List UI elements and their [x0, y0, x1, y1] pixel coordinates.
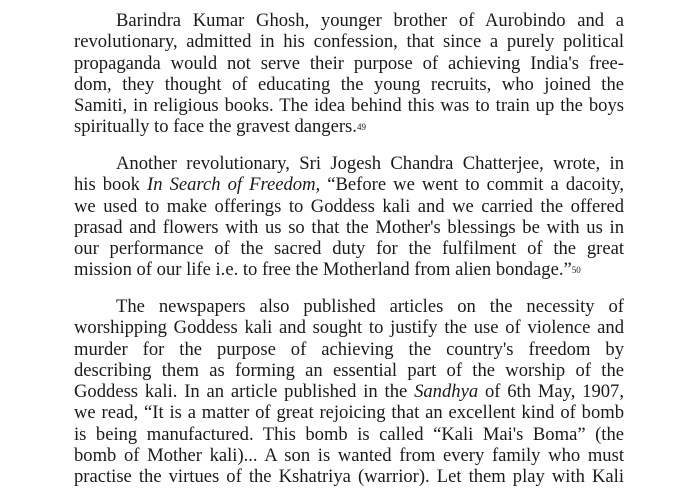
text-line	[74, 381, 624, 402]
text-line: Samiti, in religious books. The idea behind this was to train up the boys	[74, 95, 624, 117]
text-line: The newspapers also published articles on the necessity of	[116, 296, 624, 317]
text-line: is being manufactured. This bomb is called “Kali Mai's Boma” (the	[74, 423, 624, 445]
text-line: propaganda would not serve their purpose of achieving India's free-	[74, 52, 624, 74]
text-fragment: spiritually to face the gravest dangers.	[74, 116, 357, 138]
text-line: we used to make offerings to Goddess kali and we carried the offered	[74, 195, 624, 217]
text-line: our performance of the sacred duty for the fulfilment of the great	[74, 238, 624, 260]
text-fragment: Goddess kali. In an article published in the	[74, 381, 415, 403]
text-line: practise the virtues of the Kshatriya (warrior). Let them play with Kali	[74, 466, 624, 488]
footnote-marker: 50	[571, 265, 581, 276]
book-title: In Search of Freedom,	[147, 174, 321, 196]
paragraph-jogesh	[74, 153, 624, 281]
text-line: murder for the purpose of achieving the country's freedom by	[74, 338, 624, 360]
paragraph-barindra	[74, 10, 624, 138]
text-line: Barindra Kumar Ghosh, younger brother of Aurobindo and a	[116, 10, 624, 31]
text-line: describing them as forming an essential part of the worship of the	[74, 359, 624, 381]
text-line: Another revolutionary, Sri Jogesh Chandra Chatterjee, wrote, in	[116, 153, 624, 174]
text-line	[74, 116, 624, 137]
text-fragment: mission of our life i.e. to free the Motherland from alien bondage.”	[74, 259, 572, 281]
text-fragment: his book	[74, 174, 148, 196]
text-line: prasad and flowers with us so that the Mother's blessings be with us in	[74, 216, 624, 238]
text-line: bomb of Mother kali)... A son is wanted from every family who must	[74, 445, 624, 467]
text-line: revolutionary, admitted in his confession, that since a purely political	[74, 31, 624, 53]
text-line	[74, 174, 624, 195]
text-line: worshipping Goddess kali and sought to justify the use of violence and	[74, 317, 624, 339]
footnote-marker: 49	[356, 122, 366, 133]
text-line: we read, “It is a matter of great rejoicing that an excellent kind of bomb	[74, 402, 624, 424]
text-line	[74, 259, 624, 280]
text-fragment: of 6th May, 1907,	[478, 381, 624, 403]
text-line: dom, they thought of educating the young recruits, who joined the	[74, 73, 624, 95]
newspaper-title: Sandhya	[414, 381, 479, 403]
text-fragment: “Before we went to commit a dacoity,	[320, 174, 624, 196]
paragraph-newspapers	[74, 296, 624, 488]
